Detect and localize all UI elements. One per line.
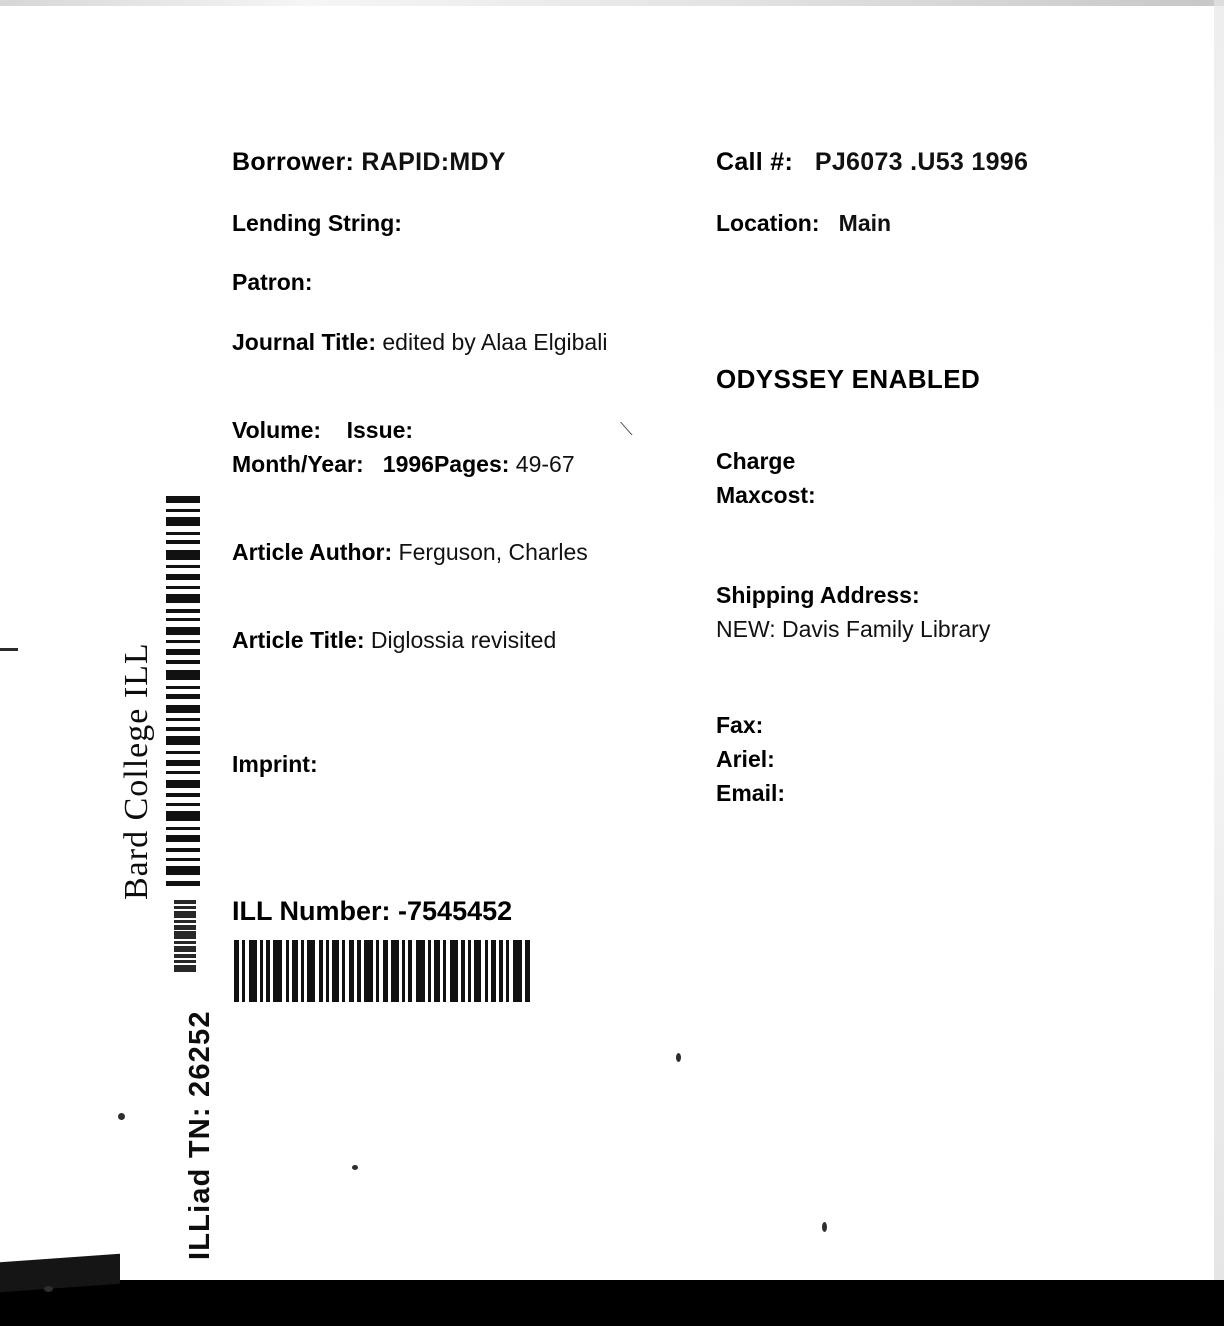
call-number-label: Call #:: [716, 148, 794, 176]
lending-string-label: Lending String:: [232, 209, 402, 236]
article-author-label: Article Author:: [232, 538, 393, 565]
journal-title-label: Journal Title:: [232, 329, 376, 356]
fax-label: Fax:: [716, 711, 764, 738]
month-year-pages-row: [232, 450, 702, 480]
charge-row: [716, 447, 1156, 477]
borrower-value: RAPID:MDY: [361, 148, 506, 176]
scan-speck: [676, 1053, 681, 1062]
volume-label: Volume:: [232, 417, 322, 444]
scan-speck: [44, 1286, 53, 1292]
location-label: Location:: [716, 209, 820, 236]
email-row: [716, 779, 1156, 809]
article-title-label: Article Title:: [232, 626, 365, 653]
maxcost-row: [716, 481, 1156, 511]
library-name-label: Bard College ILL: [118, 642, 155, 900]
pages-label: Pages:: [433, 451, 510, 478]
location-row: [716, 209, 1156, 239]
charge-label: Charge: [716, 448, 796, 475]
email-label: Email:: [716, 779, 786, 806]
request-details-left-column: [232, 146, 702, 810]
lending-string-row: [232, 209, 702, 239]
scan-edge-bottom: [0, 1280, 1224, 1326]
month-year-label: Month/Year:: [232, 451, 364, 478]
imprint-row: [232, 750, 702, 780]
journal-title-value: edited by Alaa Elgibali: [382, 329, 608, 356]
request-details-right-column: [716, 146, 1156, 813]
issue-label: Issue:: [346, 417, 414, 444]
ariel-label: Ariel:: [716, 745, 775, 772]
borrower-label: Borrower:: [232, 148, 355, 176]
odyssey-status-badge: ODYSSEY ENABLED: [716, 364, 981, 395]
month-year-value: 1996: [382, 451, 434, 478]
article-title-row: [232, 626, 702, 656]
scan-registration-tick: [0, 648, 18, 651]
vertical-barcode: [166, 496, 200, 886]
shipping-address-label: Shipping Address:: [716, 582, 920, 609]
imprint-label: Imprint:: [232, 750, 318, 777]
maxcost-label: Maxcost:: [716, 482, 816, 509]
ill-number-row: [232, 896, 512, 927]
scan-edge-right: [1214, 0, 1224, 1326]
ill-number-barcode: [234, 940, 530, 1002]
scan-edge-top: [0, 0, 1224, 6]
article-title-value: Diglossia revisited: [370, 626, 557, 653]
fax-row: [716, 711, 1156, 741]
shipping-address-label-row: [716, 581, 1156, 611]
patron-label: Patron:: [232, 269, 313, 296]
ill-number-label: ILL Number:: [232, 896, 391, 926]
call-number-value: PJ6073 .U53 1996: [814, 148, 1029, 176]
shipping-address-value-row: [716, 615, 1156, 645]
location-value: Main: [838, 209, 892, 236]
article-author-value: Ferguson, Charles: [398, 538, 588, 565]
borrower-row: [232, 146, 702, 179]
scan-smudge-mark: ⟍: [620, 419, 633, 439]
ariel-row: [716, 745, 1156, 775]
patron-row: [232, 268, 702, 298]
tn-barcode: [174, 900, 196, 972]
illiad-transaction-number: ILLiad TN: 26252: [184, 1010, 216, 1260]
scan-speck: [822, 1222, 827, 1232]
shipping-address-value: NEW: Davis Family Library: [716, 616, 991, 643]
call-number-row: [716, 146, 1156, 179]
ill-number-value: -7545452: [398, 896, 513, 926]
scan-speck: [352, 1165, 358, 1170]
article-author-row: [232, 538, 702, 568]
pages-value: 49-67: [515, 451, 575, 478]
